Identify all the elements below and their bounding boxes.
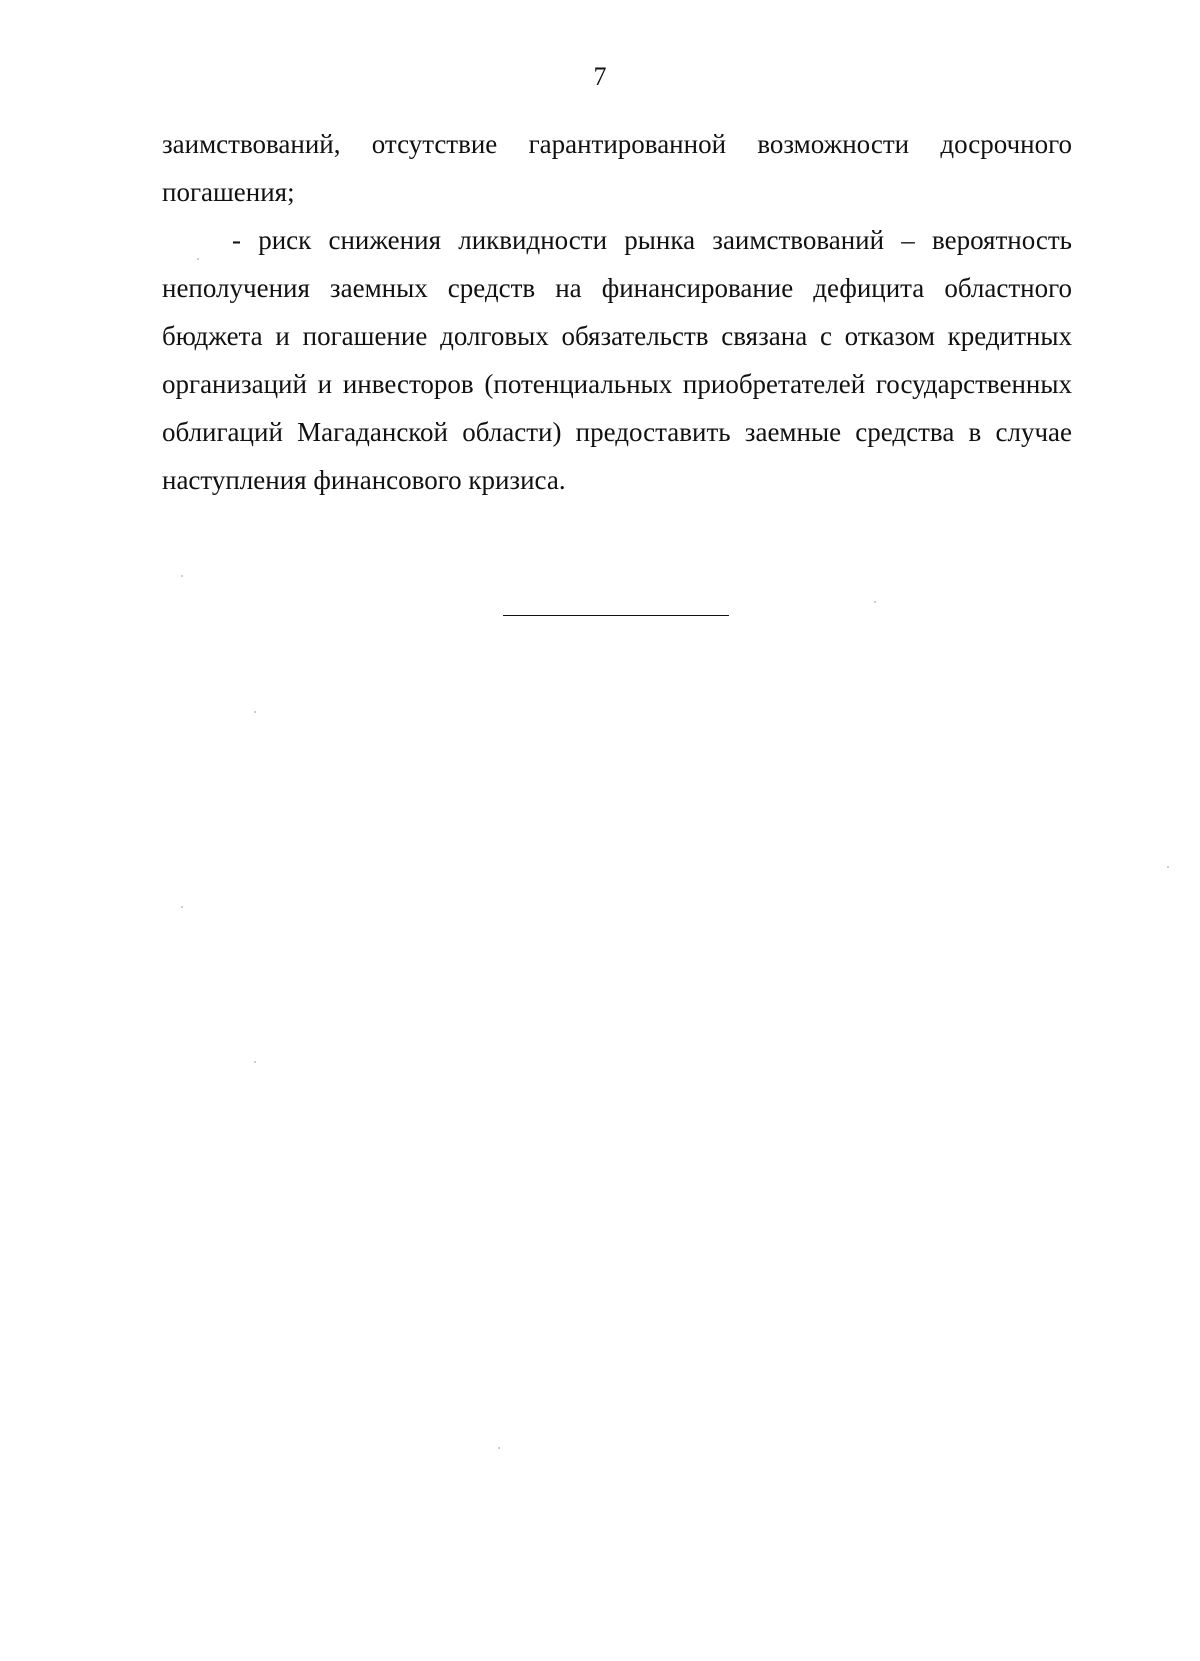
paragraph-continuation: заимствований, отсутствие гарантированной возможности досрочного погашения; xyxy=(162,129,1072,207)
scan-speck xyxy=(254,1061,256,1063)
scan-speck xyxy=(181,575,183,577)
scan-speck xyxy=(254,711,256,713)
end-of-text-rule xyxy=(503,615,729,616)
scan-speck xyxy=(498,1447,500,1449)
page-number: 7 xyxy=(593,62,607,91)
scan-speck xyxy=(874,601,876,603)
document-body xyxy=(162,120,1072,504)
scan-speck xyxy=(181,906,183,908)
paragraph-liquidity-risk: - риск снижения ликвидности рынка заимствований – вероятность неполучения заемных средств на финансирование дефицита областного бюджета и погашение долговых обязательств связана с отказом кредитных организаций и инвесторов (потенциальных приобретателей государственных облигаций Магаданской области) предоставить заемные средства в случае наступления финансового кризиса. xyxy=(162,225,1072,495)
scan-speck xyxy=(197,258,199,260)
scan-speck xyxy=(1167,866,1169,868)
